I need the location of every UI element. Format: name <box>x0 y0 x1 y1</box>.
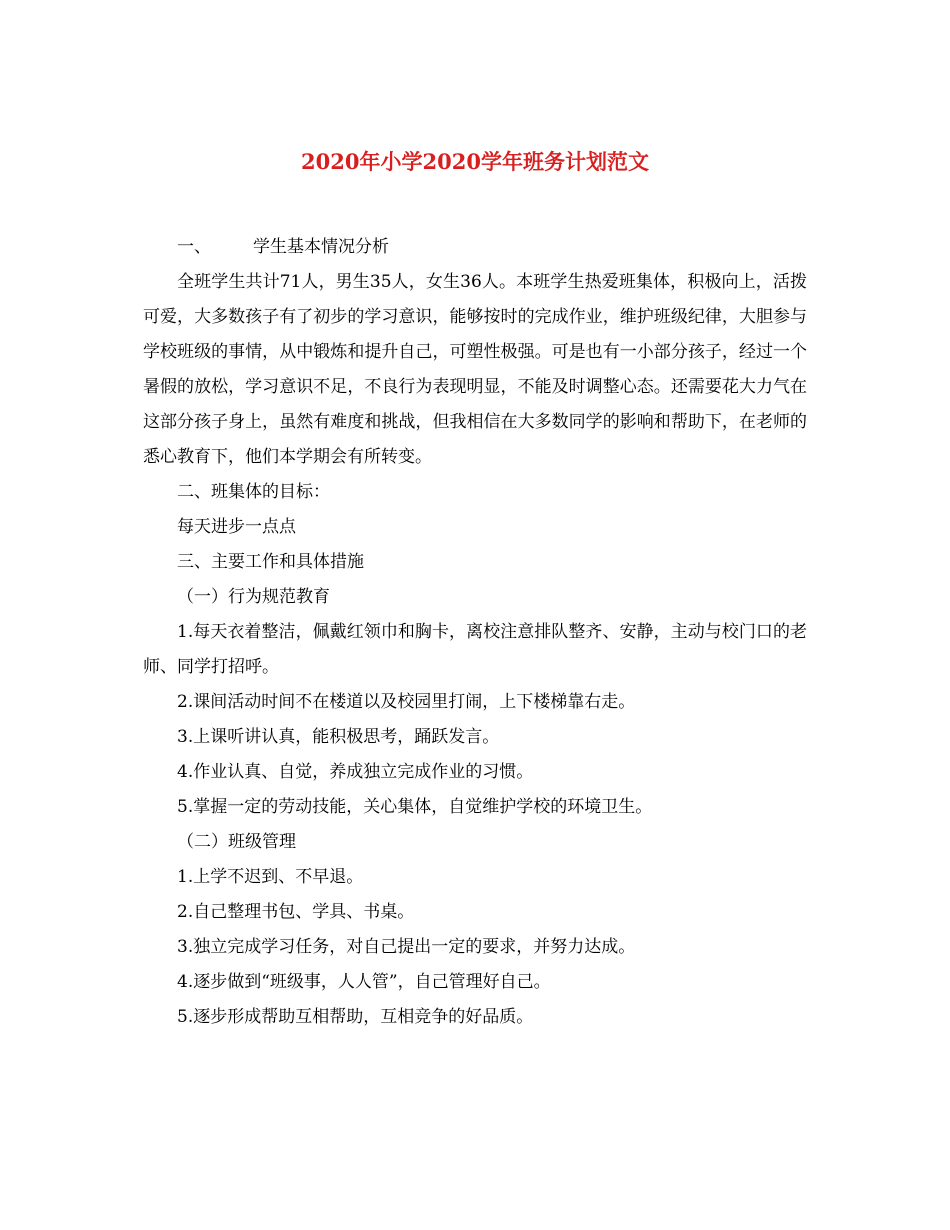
list-item: 1.每天衣着整洁，佩戴红领巾和胸卡，离校注意排队整齐、安静，主动与校门口的老师、同学打招呼。 <box>143 622 807 677</box>
list-item: 5.逐步形成帮助互相帮助，互相竞争的好品质。 <box>177 1007 534 1027</box>
section-1-paragraph: 全班学生共计71人，男生35人，女生36人。本班学生热爱班集体，积极向上，活拨可爱，大多数孩子有了初步的学习意识，能够按时的完成作业，维护班级纪律，大胆参与学校班级的事情，从中锻炼和提升自己，可塑性极强。可是也有一小部分孩子，经过一个暑假的放松，学习意识不足，不良行为表现明显，不能及时调整心态。还需要花大力气在这部分孩子身上，虽然有难度和挑战，但我相信在大多数同学的影响和帮助下，在老师的悉心教育下，他们本学期会有所转变。 <box>143 272 807 467</box>
list-item: 3.独立完成学习任务，对自己提出一定的要求，并努力达成。 <box>177 937 636 957</box>
document-body <box>143 230 807 1035</box>
subsection-1-heading: （一）行为规范教育 <box>177 587 330 607</box>
section-1-number: 一、 <box>177 237 211 257</box>
list-item: 3.上课听讲认真，能积极思考，踊跃发言。 <box>177 727 500 747</box>
document-title: 2020年小学2020学年班务计划范文 <box>301 149 649 174</box>
list-item: 4.逐步做到“班级事，人人管”，自己管理好自己。 <box>177 972 551 992</box>
section-2-goal: 每天进步一点点 <box>177 517 296 537</box>
list-item: 2.自己整理书包、学具、书桌。 <box>177 902 415 922</box>
list-item: 1.上学不迟到、不早退。 <box>177 867 364 887</box>
subsection-2-heading: （二）班级管理 <box>177 832 296 852</box>
list-item: 4.作业认真、自觉，养成独立完成作业的习惯。 <box>177 762 534 782</box>
section-2-heading: 二、班集体的目标： <box>177 482 330 502</box>
list-item: 2.课间活动时间不在楼道以及校园里打闹，上下楼梯靠右走。 <box>177 692 636 712</box>
list-item: 5.掌握一定的劳动技能，关心集体，自觉维护学校的环境卫生。 <box>177 797 653 817</box>
section-3-heading: 三、主要工作和具体措施 <box>177 552 364 572</box>
section-1-title: 学生基本情况分析 <box>253 237 389 257</box>
section-1-heading <box>143 230 807 265</box>
